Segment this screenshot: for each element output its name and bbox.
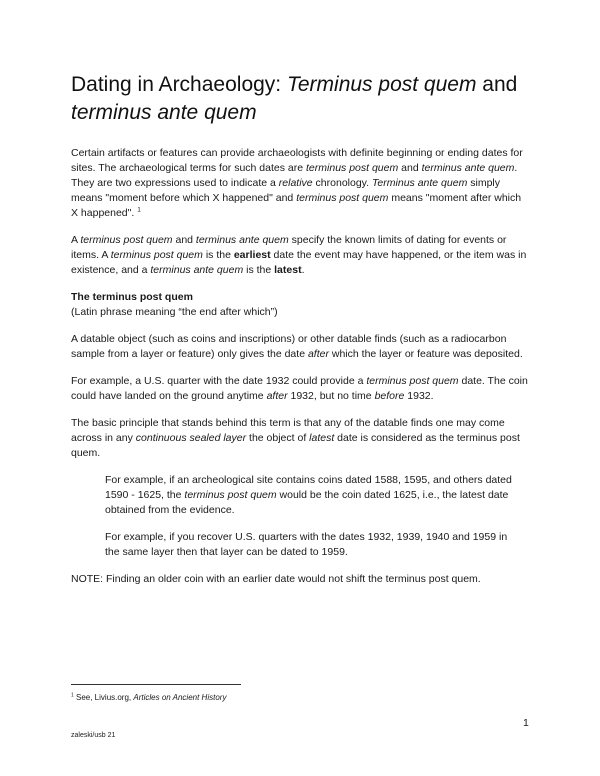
title-text: Dating in Archaeology: [71,73,287,96]
definition-paragraph: A terminus post quem and terminus ante quem specify the known limits of dating for events or items. A terminus post quem is the earliest date the event may have happened, or the item was in existence, and a terminus ante quem is the latest. [71,234,527,276]
footnote-reference[interactable]: 1 [137,206,141,214]
title-text: and [476,73,518,96]
section-heading: The terminus post quem [71,291,193,303]
page-number: 1 [523,717,529,729]
principle-paragraph: The basic principle that stands behind this term is that any of the datable finds one may come across in any continuous sealed layer the object of latest date is considered as the terminus post quem. [71,417,520,459]
page-content [71,71,531,599]
page-footer: zaleski/usb 21 [71,732,116,739]
footnote-source-title: Articles on Ancient History [133,693,227,702]
intro-paragraph: Certain artifacts or features can provide archaeologists with definite beginning or ending dates for sites. The archaeological terms for such dates are terminus post quem and terminus ante quem. They are two expressions used to indicate a relative chronology. Terminus ante quem simply means "moment before which X happened" and terminus post quem means "moment after which X happened". $^1$ [71,147,523,219]
datable-object-paragraph: A datable object (such as coins and inscriptions) or other datable finds (such as a radiocarbon sample from a layer or feature) only gives the date after which the layer or feature was deposited. [71,333,523,360]
title-italic-text: terminus ante quem [71,101,257,124]
quarter-example-paragraph: For example, a U.S. quarter with the date 1932 could provide a terminus post quem date. The coin could have landed on the ground anytime after 1932, but no time before 1932. [71,375,528,402]
section-subheading: (Latin phrase meaning “the end after which”) [71,306,278,318]
quarters-example-paragraph: For example, if you recover U.S. quarters with the dates 1932, 1939, 1940 and 1959 in the same layer then that layer can be dated to 1959. [105,531,508,558]
page-title [71,71,531,127]
footnote: $^1$ See, Livius.org, Articles on Ancient History [71,692,227,702]
footnote-divider [71,684,241,685]
coins-example-paragraph: For example, if an archeological site contains coins dated 1588, 1595, and others dated 1590 - 1625, the terminus post quem would be the coin dated 1625, i.e., the latest date obtained from the evidence. [105,474,512,516]
note-paragraph: NOTE: Finding an older coin with an earlier date would not shift the terminus post quem. [71,573,481,585]
title-italic-text: Terminus post quem [286,73,477,96]
footnote-number: 1 [71,692,74,699]
